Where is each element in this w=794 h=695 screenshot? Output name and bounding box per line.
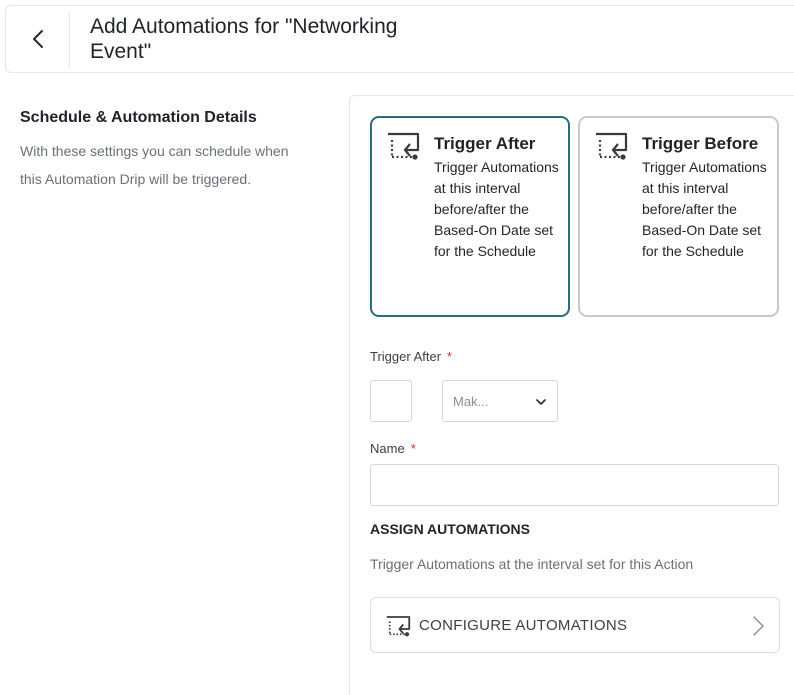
- configure-automations-button[interactable]: [370, 597, 780, 653]
- name-label: [370, 441, 416, 456]
- trigger-after-title: Trigger After: [434, 134, 536, 153]
- header-divider: [69, 12, 70, 68]
- interval-number-input[interactable]: [370, 380, 412, 422]
- trigger-interval-label-text: Trigger After: [370, 349, 442, 364]
- trigger-after-description: Trigger Automations at this interval before/after the Based-On Date set for the Schedule: [434, 159, 559, 259]
- chevron-down-icon: [535, 396, 547, 408]
- section-title: Schedule & Automation Details: [20, 109, 257, 126]
- trigger-before-card[interactable]: [578, 116, 779, 317]
- name-label-text: Name: [370, 441, 405, 456]
- chevron-left-icon: [31, 28, 45, 50]
- trigger-icon: [385, 614, 411, 638]
- configure-automations-label: CONFIGURE AUTOMATIONS: [419, 617, 628, 634]
- page-title: Add Automations for "Networking Event": [90, 15, 398, 63]
- interval-unit-select[interactable]: [442, 380, 558, 422]
- required-mark: *: [410, 441, 416, 456]
- trigger-before-description: Trigger Automations at this interval before/after the Based-On Date set for the Schedule: [642, 159, 767, 259]
- page-header: [5, 5, 794, 73]
- back-button[interactable]: [6, 6, 69, 72]
- section-description: With these settings you can schedule when this Automation Drip will be triggered.: [20, 143, 289, 187]
- chevron-right-icon: [751, 615, 765, 637]
- required-mark: *: [447, 349, 453, 364]
- trigger-icon: [594, 130, 628, 162]
- name-input[interactable]: [370, 464, 779, 506]
- trigger-before-title: Trigger Before: [642, 134, 759, 153]
- interval-unit-placeholder: Mak...: [453, 394, 489, 409]
- trigger-icon: [386, 130, 420, 162]
- assign-automations-title: ASSIGN AUTOMATIONS: [370, 521, 530, 537]
- trigger-after-card[interactable]: [370, 116, 570, 317]
- assign-automations-description: Trigger Automations at the interval set for this Action: [370, 556, 694, 572]
- trigger-interval-label: [370, 349, 452, 364]
